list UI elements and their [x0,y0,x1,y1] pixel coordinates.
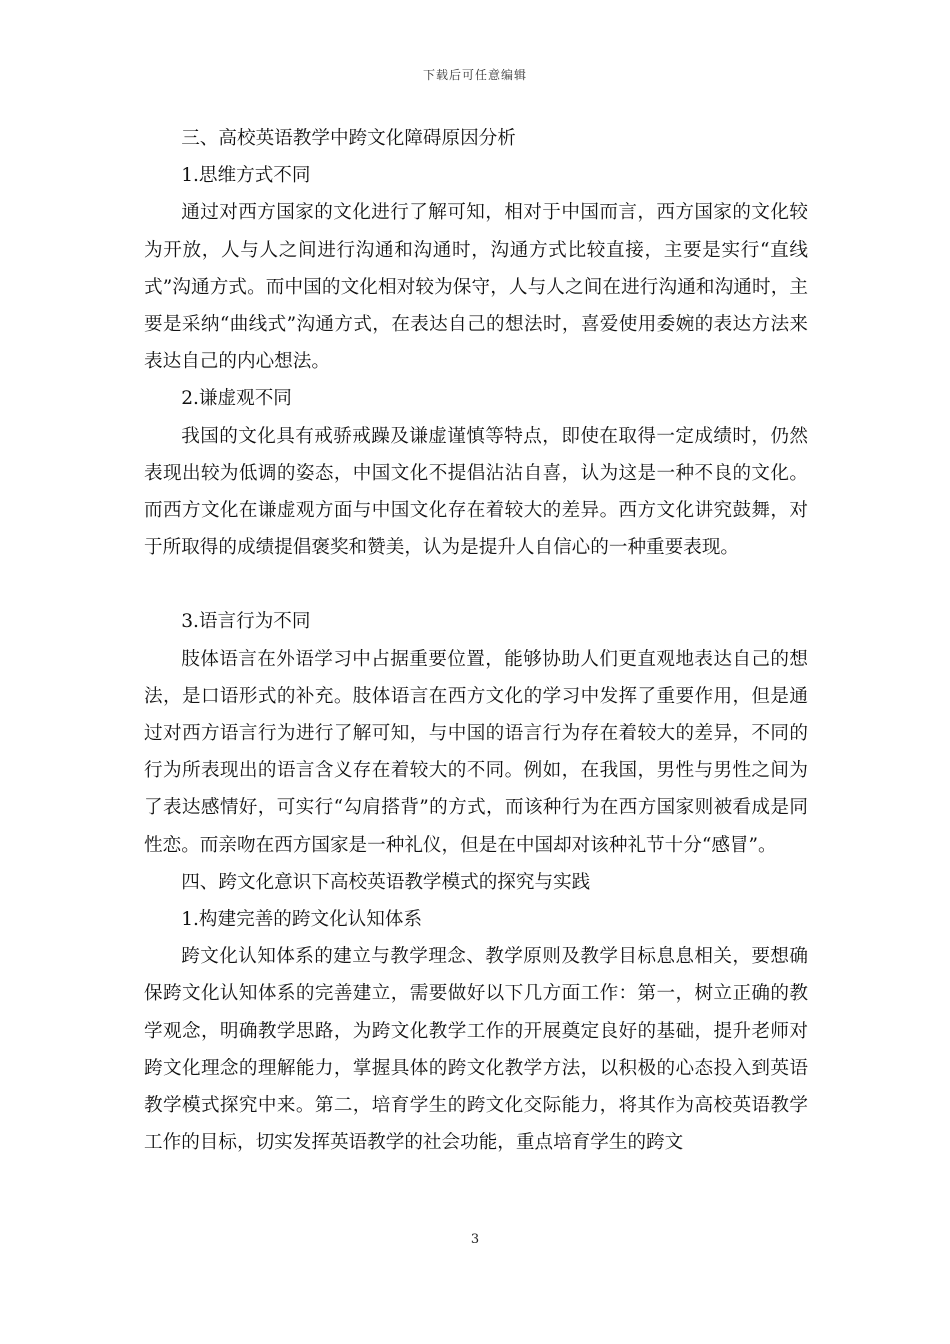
paragraph-cognitive-system: 跨文化认知体系的建立与教学理念、教学原则及教学目标息息相关，要想确保跨文化认知体系的完善建立，需要做好以下几方面工作：第一，树立正确的教学观念，明确教学思路，为跨文化教学工作的开展奠定良好的基础，提升老师对跨文化理念的理解能力，掌握具体的跨文化教学方法，以积极的心态投入到英语教学模式探究中来。第二，培育学生的跨文化交际能力，将其作为高校英语教学工作的目标，切实发挥英语教学的社会功能，重点培育学生的跨文 [144,946,808,1154]
subsection-title-2: 2.谦虚观不同 [181,388,292,410]
subsection-title-1: 1.思维方式不同 [181,165,311,187]
page-header: 下载后可任意编辑 [422,68,527,82]
subsection-title-3: 3.语言行为不同 [181,611,311,633]
paragraph-modesty: 我国的文化具有戒骄戒躁及谦虚谨慎等特点，即使在取得一定成绩时，仍然表现出较为低调的姿态，中国文化不提倡沾沾自喜，认为这是一种不良的文化。而西方文化在谦虚观方面与中国文化存在着较大的差异。西方文化讲究鼓舞，对于所取得的成绩提倡褒奖和赞美，认为是提升人自信心的一种重要表现。 [144,425,808,559]
page-number: 3 [470,1232,480,1247]
paragraph-language-behavior: 肢体语言在外语学习中占据重要位置，能够协助人们更直观地表达自己的想法，是口语形式的补充。肢体语言在西方文化的学习中发挥了重要作用，但是通过对西方语言行为进行了解可知，与中国的语言行为存在着较大的差异，不同的行为所表现出的语言含义存在着较大的不同。例如，在我国，男性与男性之间为了表达感情好，可实行“勾肩搭背”的方式，而该种行为在西方国家则被看成是同性恋。而亲吻在西方国家是一种礼仪，但是在中国却对该种礼节十分“感冒”。 [144,648,808,856]
document-body [144,120,808,1161]
subsection-title-4: 1.构建完善的跨文化认知体系 [181,909,423,931]
paragraph-thinking-styles: 通过对西方国家的文化进行了解可知，相对于中国而言，西方国家的文化较为开放，人与人之间进行沟通和沟通时，沟通方式比较直接，主要是实行“直线式”沟通方式。而中国的文化相对较为保守，人与人之间在进行沟通和沟通时，主要是采纳“曲线式”沟通方式，在表达自己的想法时，喜爱使用委婉的表达方法来表达自己的内心想法。 [144,202,808,373]
section-heading-3: 三、高校英语教学中跨文化障碍原因分析 [181,128,516,149]
section-heading-4: 四、跨文化意识下高校英语教学模式的探究与实践 [181,871,591,893]
